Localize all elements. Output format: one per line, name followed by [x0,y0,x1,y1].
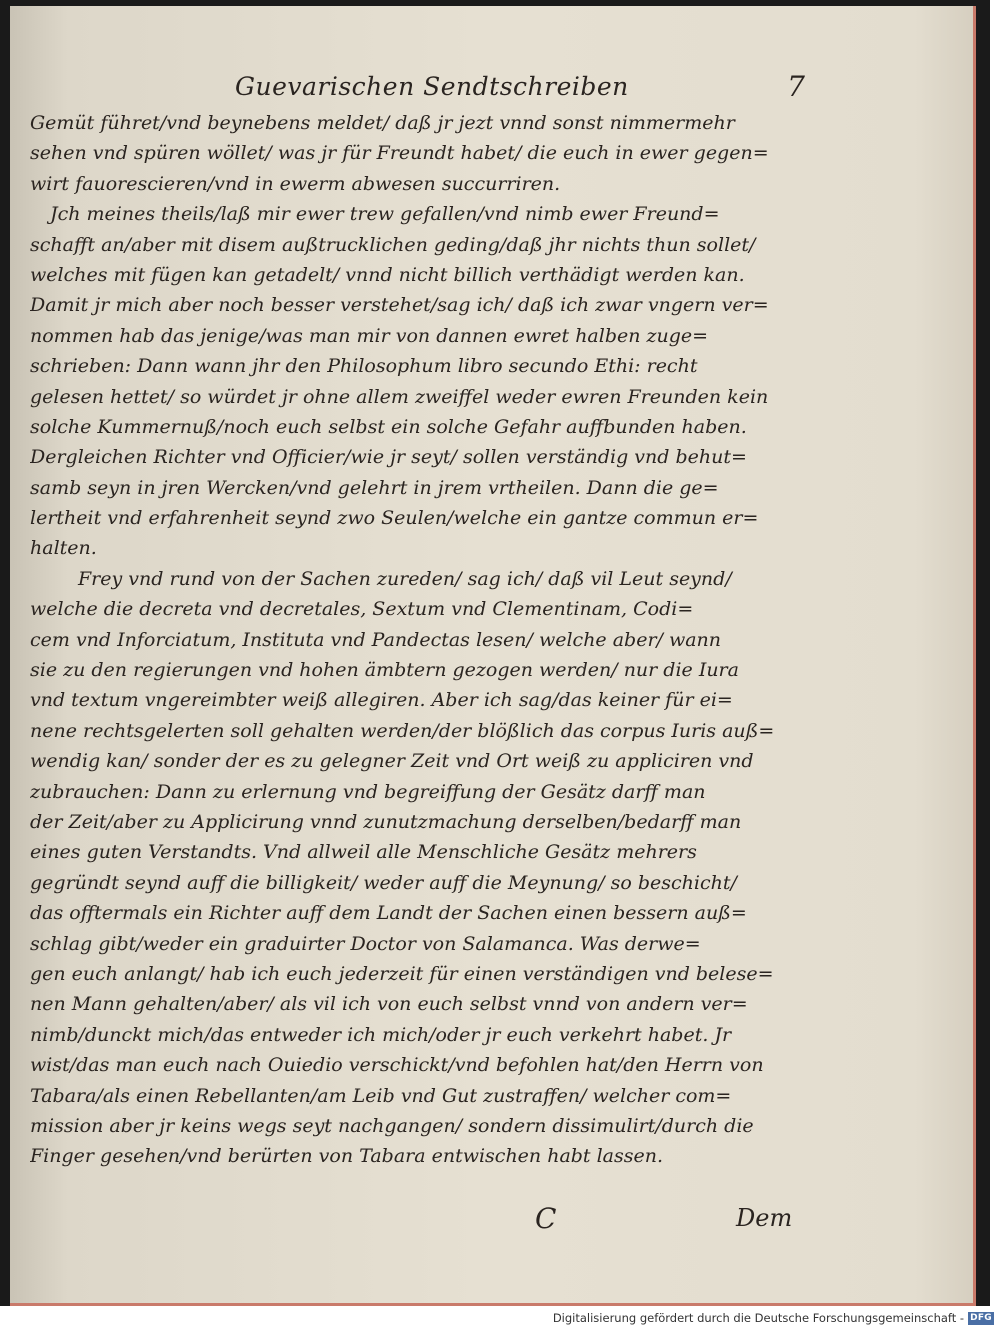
scanned-page [10,6,976,1306]
text-line: wendig kan/ sonder der es zu gelegner Zeit vnd Ort weiß zu appliciren vnd [30,750,754,773]
catchword: Dem [736,1204,793,1232]
funding-credit-text: Digitalisierung gefördert durch die Deutsche Forschungsgemeinschaft - [552,1311,965,1325]
text-line: nen Mann gehalten/aber/ als vil ich von euch selbst vnnd von andern ver= [30,993,748,1016]
text-line: welches mit fügen kan getadelt/ vnnd nicht billich verthädigt werden kan. [30,263,745,286]
dfg-logo: DFG [970,1312,992,1323]
text-line: Damit jr mich aber noch besser verstehet/sag ich/ daß ich zwar vngern ver= [30,294,769,317]
text-line: Jch meines theils/laß mir ewer trew gefallen/vnd nimb ewer Freund= [50,203,720,226]
text-line: Dergleichen Richter vnd Officier/wie jr seyt/ sollen verständig vnd behut= [30,446,747,469]
text-line: eines guten Verstandts. Vnd allweil alle Menschliche Gesätz mehrers [30,841,697,864]
text-line: mission aber jr keins wegs seyt nachgangen/ sondern dissimulirt/durch die [30,1114,754,1137]
text-line: wist/das man euch nach Ouiedio verschickt/vnd befohlen hat/den Herrn von [30,1054,764,1077]
text-line: nommen hab das jenige/was man mir von dannen ewret halben zuge= [30,324,709,347]
text-line: cem vnd Inforciatum, Instituta vnd Pandectas lesen/ welche aber/ wann [30,628,722,651]
page-header [235,72,805,112]
text-line: sehen vnd spüren wöllet/ was jr für Freundt habet/ die euch in ewer gegen= [30,142,769,165]
body-text [30,108,806,1172]
text-line: schrieben: Dann wann jhr den Philosophum libro secundo Ethi: recht [30,355,698,378]
text-line: zubrauchen: Dann zu erlernung vnd begreiffung der Gesätz darff man [30,780,706,803]
text-line: Finger gesehen/vnd berürten von Tabara entwischen habt lassen. [30,1145,664,1168]
text-line: vnd textum vngereimbter weiß allegiren. Aber ich sag/das keiner für ei= [30,689,733,712]
text-line: gegründt seynd auff die billigkeit/ weder auff die Meynung/ so beschicht/ [30,871,737,894]
footer-credit [553,1310,994,1326]
text-line: wirt fauorescieren/vnd in ewerm abwesen succurriren. [30,172,561,195]
text-line: gelesen hettet/ so würdet jr ohne allem zweiffel weder ewren Freunden kein [30,385,769,408]
text-line: sie zu den regierungen vnd hohen ämbtern gezogen werden/ nur die Iura [30,659,739,682]
text-line: nene rechtsgelerten soll gehalten werden/der blößlich das corpus Iuris auß= [30,719,775,742]
text-line: schafft an/aber mit disem außtrucklichen geding/daß jhr nichts thun sollet/ [30,233,756,256]
text-line: Tabara/als einen Rebellanten/am Leib vnd Gut zustraffen/ welcher com= [30,1084,732,1107]
text-line: nimb/dunckt mich/das entweder ich mich/oder jr euch verkehrt habet. Jr [30,1023,732,1046]
text-line: samb seyn in jren Wercken/vnd gelehrt in jrem vrtheilen. Dann die ge= [30,476,719,499]
text-line: der Zeit/aber zu Applicirung vnnd zunutzmachung derselben/bedarff man [30,810,742,833]
running-title: Guevarischen Sendtschreiben [235,72,629,101]
text-line: das offtermals ein Richter auff dem Landt der Sachen einen bessern auß= [30,902,747,925]
signature-mark: C [535,1202,557,1235]
text-line: halten. [30,537,97,560]
text-line: solche Kummernuß/noch euch selbst ein solche Gefahr auffbunden haben. [30,415,747,438]
text-line: schlag gibt/weder ein graduirter Doctor von Salamanca. Was derwe= [30,932,701,955]
text-line: welche die decreta vnd decretales, Sextum vnd Clementinam, Codi= [30,598,694,621]
text-line: Frey vnd rund von der Sachen zureden/ sag ich/ daß vil Leut seynd/ [78,567,732,590]
page-number: 7 [787,70,805,103]
text-line: lertheit vnd erfahrenheit seynd zwo Seulen/welche ein gantze commun er= [30,507,759,530]
text-line: Gemüt führet/vnd beynebens meldet/ daß jr jezt vnnd sonst nimmermehr [30,112,735,134]
text-line: gen euch anlangt/ hab ich euch jederzeit für einen verständigen vnd belese= [30,962,774,985]
